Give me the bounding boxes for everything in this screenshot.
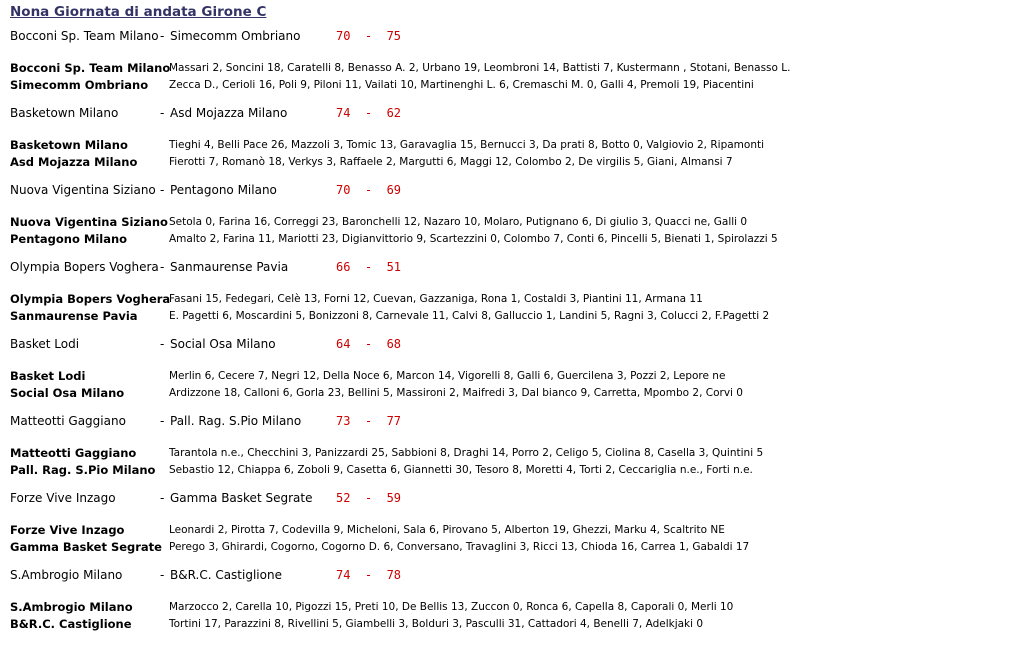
- final-score: 70 - 69: [336, 183, 402, 197]
- away-team-roster-name: Simecomm Ombriano: [10, 78, 149, 92]
- home-team: Bocconi Sp. Team Milano: [10, 29, 159, 43]
- separator: -: [160, 29, 165, 43]
- home-team-roster-name: Basket Lodi: [10, 369, 86, 383]
- home-team-roster-name: Matteotti Gaggiano: [10, 446, 137, 460]
- final-score: 74 - 62: [336, 106, 402, 120]
- page-title: Nona Giornata di andata Girone C: [10, 4, 267, 20]
- home-team: Olympia Bopers Voghera: [10, 260, 159, 274]
- home-team-roster-name: Nuova Vigentina Siziano: [10, 215, 168, 229]
- match-block: [0, 566, 1014, 657]
- away-team-players: Amalto 2, Farina 11, Mariotti 23, Digianvittorio 9, Scartezzini 0, Colombo 7, Conti 6, Pincelli 5, Bienati 1, Spirolazzi 5: [169, 233, 778, 245]
- home-team-roster-name: S.Ambrogio Milano: [10, 600, 133, 614]
- away-team-roster-name: Sanmaurense Pavia: [10, 309, 138, 323]
- away-team: Asd Mojazza Milano: [170, 106, 288, 120]
- home-team: S.Ambrogio Milano: [10, 568, 123, 582]
- away-team: Sanmaurense Pavia: [170, 260, 289, 274]
- away-team-roster-name: Gamma Basket Segrate: [10, 540, 162, 554]
- separator: -: [160, 414, 165, 428]
- home-team-roster-name: Olympia Bopers Voghera: [10, 292, 171, 306]
- final-score: 66 - 51: [336, 260, 402, 274]
- away-team-roster-name: Pall. Rag. S.Pio Milano: [10, 463, 156, 477]
- away-team: Pentagono Milano: [170, 183, 277, 197]
- home-team: Basket Lodi: [10, 337, 80, 351]
- away-team-roster-name: Social Osa Milano: [10, 386, 125, 400]
- home-team: Forze Vive Inzago: [10, 491, 116, 505]
- away-team: Social Osa Milano: [170, 337, 276, 351]
- final-score: 73 - 77: [336, 414, 402, 428]
- away-team-players: Sebastio 12, Chiappa 6, Zoboli 9, Casetta 6, Giannetti 30, Tesoro 8, Moretti 4, Torti 2, Ceccariglia n.e., Forti n.e.: [169, 464, 753, 476]
- away-team: B&R.C. Castiglione: [170, 568, 282, 582]
- away-team-roster-name: Pentagono Milano: [10, 232, 128, 246]
- home-team-players: Massari 2, Soncini 18, Caratelli 8, Benasso A. 2, Urbano 19, Leombroni 14, Battisti 7, Kustermann , Stotani, Benasso L.: [169, 62, 791, 74]
- home-team-players: Tarantola n.e., Checchini 3, Panizzardi 25, Sabbioni 8, Draghi 14, Porro 2, Celigo 5, Ciolina 8, Casella 3, Quintini 5: [169, 447, 764, 459]
- away-team: Pall. Rag. S.Pio Milano: [170, 414, 302, 428]
- home-team-players: Marzocco 2, Carella 10, Pigozzi 15, Preti 10, De Bellis 13, Zuccon 0, Ronca 6, Capella 8, Caporali 0, Merli 10: [169, 601, 734, 613]
- away-team-roster-name: B&R.C. Castiglione: [10, 617, 132, 631]
- away-team-players: Perego 3, Ghirardi, Cogorno, Cogorno D. 6, Conversano, Travaglini 3, Ricci 13, Chioda 16, Carrea 1, Gabaldi 17: [169, 541, 750, 553]
- away-team-players: Fierotti 7, Romanò 18, Verkys 3, Raffaele 2, Margutti 6, Maggi 12, Colombo 2, De virgilis 5, Giani, Almansi 7: [169, 156, 733, 168]
- away-team-players: E. Pagetti 6, Moscardini 5, Bonizzoni 8, Carnevale 11, Calvi 8, Galluccio 1, Landini 5, Ragni 3, Colucci 2, F.Pagetti 2: [169, 310, 770, 322]
- away-team: Gamma Basket Segrate: [170, 491, 313, 505]
- home-team-roster-name: Basketown Milano: [10, 138, 128, 152]
- separator: -: [160, 183, 165, 197]
- home-team: Nuova Vigentina Siziano: [10, 183, 156, 197]
- home-team-players: Leonardi 2, Pirotta 7, Codevilla 9, Micheloni, Sala 6, Pirovano 5, Alberton 19, Ghezzi, Marku 4, Scaltrito NE: [169, 524, 725, 536]
- away-team-players: Ardizzone 18, Calloni 6, Gorla 23, Bellini 5, Massironi 2, Maifredi 3, Dal bianco 9, Carretta, Mpombo 2, Corvi 0: [169, 387, 743, 399]
- final-score: 74 - 78: [336, 568, 402, 582]
- away-team-players: Tortini 17, Parazzini 8, Rivellini 5, Giambelli 3, Bolduri 3, Pasculli 31, Cattadori 4, Benelli 7, Adelkjaki 0: [169, 618, 704, 630]
- home-team-players: Setola 0, Farina 16, Correggi 23, Baronchelli 12, Nazaro 10, Molaro, Putignano 6, Di giulio 3, Quacci ne, Galli 0: [169, 216, 748, 228]
- separator: -: [160, 106, 165, 120]
- final-score: 70 - 75: [336, 29, 402, 43]
- final-score: 64 - 68: [336, 337, 402, 351]
- home-team: Basketown Milano: [10, 106, 119, 120]
- away-team-players: Zecca D., Cerioli 16, Poli 9, Piloni 11, Vailati 10, Martinenghi L. 6, Cremaschi M. 0, Galli 4, Premoli 19, Piacentini: [169, 79, 754, 91]
- home-team-roster-name: Bocconi Sp. Team Milano: [10, 61, 171, 75]
- separator: -: [160, 260, 165, 274]
- home-team: Matteotti Gaggiano: [10, 414, 126, 428]
- home-team-roster-name: Forze Vive Inzago: [10, 523, 125, 537]
- home-team-players: Tieghi 4, Belli Pace 26, Mazzoli 3, Tomic 13, Garavaglia 15, Bernucci 3, Da prati 8, Botto 0, Valgiovio 2, Ripamonti: [169, 139, 765, 151]
- final-score: 52 - 59: [336, 491, 402, 505]
- away-team: Simecomm Ombriano: [170, 29, 301, 43]
- home-team-players: Merlin 6, Cecere 7, Negri 12, Della Noce 6, Marcon 14, Vigorelli 8, Galli 6, Guercilena 3, Pozzi 2, Lepore ne: [169, 370, 726, 382]
- separator: -: [160, 337, 165, 351]
- separator: -: [160, 491, 165, 505]
- away-team-roster-name: Asd Mojazza Milano: [10, 155, 138, 169]
- home-team-players: Fasani 15, Fedegari, Celè 13, Forni 12, Cuevan, Gazzaniga, Rona 1, Costaldi 3, Piantini 11, Armana 11: [169, 293, 703, 305]
- separator: -: [160, 568, 165, 582]
